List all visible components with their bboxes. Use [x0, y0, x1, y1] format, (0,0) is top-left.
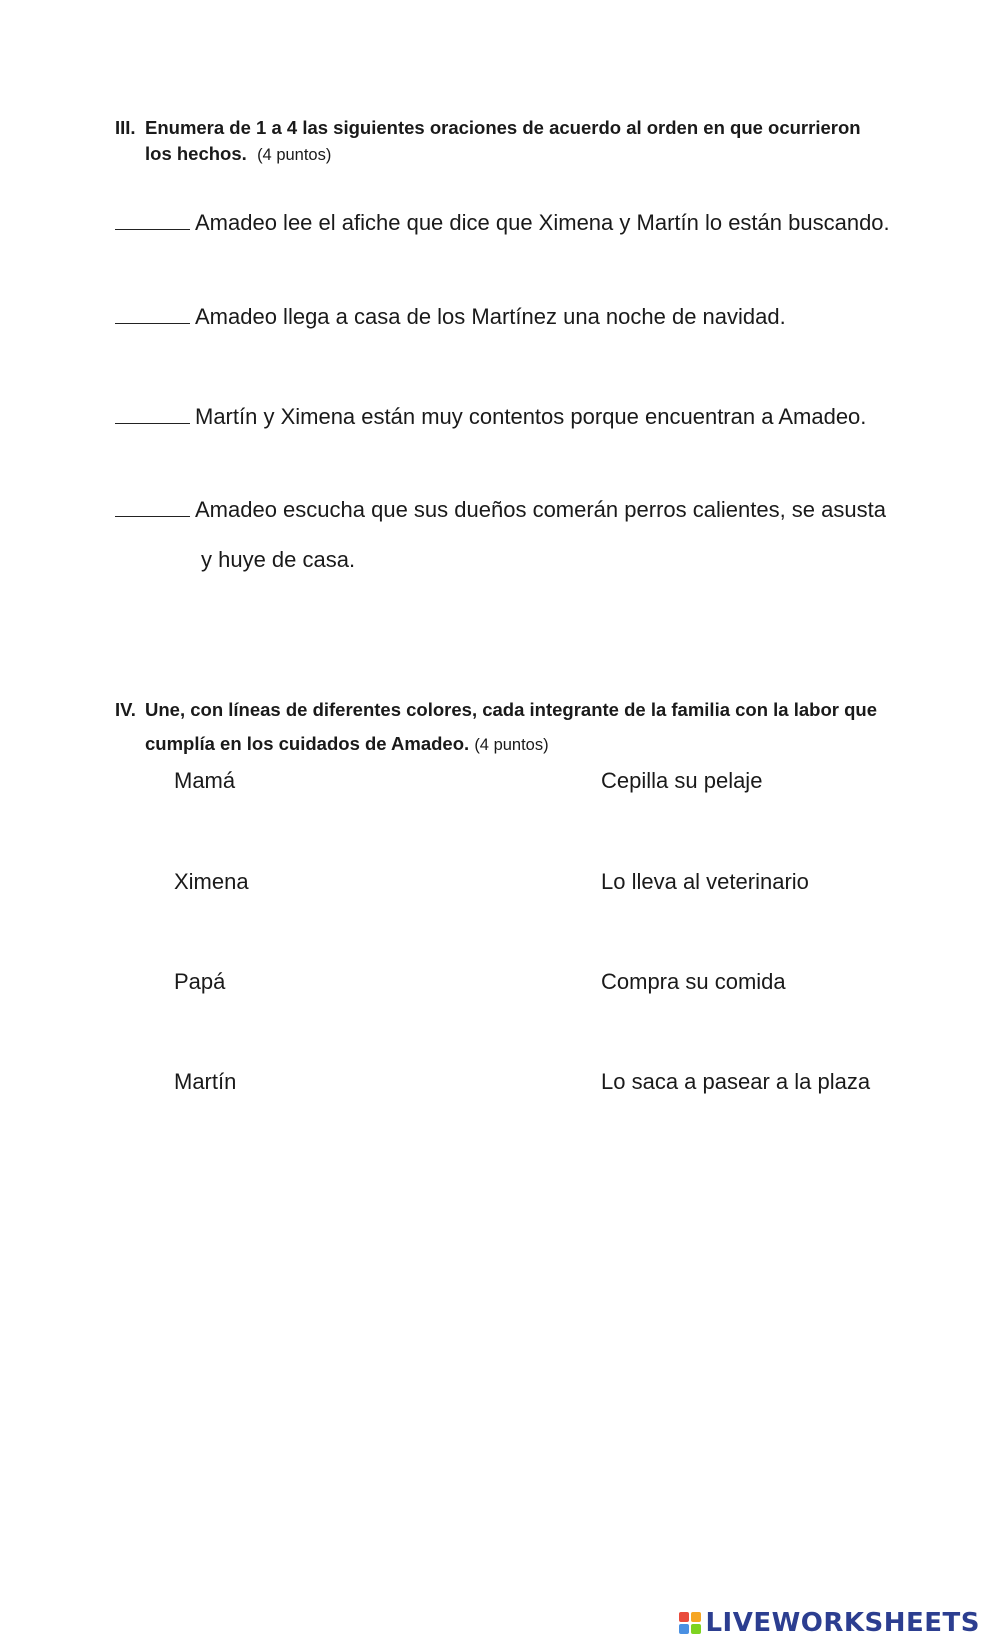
section-4-points: (4 puntos) [474, 736, 549, 754]
order-sentence-2 [115, 303, 935, 331]
sentence-4-continuation: y huye de casa. [201, 547, 356, 572]
logo-wordmark: LIVEWORKSHEETS [705, 1608, 980, 1638]
answer-blank-3[interactable] [115, 403, 190, 424]
section-3-instruction-cont: los hechos. [145, 143, 247, 164]
task-pasear-plaza[interactable]: Lo saca a pasear a la plaza [601, 1069, 871, 1094]
section-4-instruction: Une, con líneas de diferentes colores, cada integrante de la familia con la labor que [145, 699, 877, 720]
section-3-instruction: Enumera de 1 a 4 las siguientes oraciones de acuerdo al orden en que ocurrieron [145, 117, 861, 138]
section-4-number: IV. [115, 699, 136, 720]
family-member-papa[interactable]: Papá [174, 969, 226, 994]
liveworksheets-logo [679, 1609, 980, 1637]
family-member-mama[interactable]: Mamá [174, 768, 236, 793]
section-3-points: (4 puntos) [257, 146, 332, 164]
order-sentence-3 [115, 403, 935, 431]
order-sentence-1 [115, 209, 935, 237]
logo-square [691, 1624, 701, 1634]
logo-square [679, 1612, 689, 1622]
order-sentence-4 [115, 496, 935, 524]
answer-blank-2[interactable] [115, 303, 190, 324]
sentence-4-text: Amadeo escucha que sus dueños comerán perros calientes, se asusta [195, 497, 886, 522]
sentence-3-text: Martín y Ximena están muy contentos porque encuentran a Amadeo. [195, 404, 867, 429]
section-4-heading [115, 697, 915, 758]
sentence-2-text: Amadeo llega a casa de los Martínez una noche de navidad. [195, 304, 786, 329]
section-3-heading [115, 115, 915, 168]
answer-blank-1[interactable] [115, 209, 190, 230]
section-3-number: III. [115, 117, 136, 138]
answer-blank-4[interactable] [115, 496, 190, 517]
task-cepilla-pelaje[interactable]: Cepilla su pelaje [601, 768, 763, 793]
task-compra-comida[interactable]: Compra su comida [601, 969, 786, 994]
logo-square [679, 1624, 689, 1634]
task-veterinario[interactable]: Lo lleva al veterinario [601, 869, 809, 894]
section-4-instruction-cont: cumplía en los cuidados de Amadeo. [145, 733, 470, 754]
family-member-ximena[interactable]: Ximena [174, 869, 249, 894]
logo-square [691, 1612, 701, 1622]
family-member-martin[interactable]: Martín [174, 1069, 237, 1094]
logo-squares-icon [679, 1612, 701, 1634]
sentence-1-text: Amadeo lee el afiche que dice que Ximena y Martín lo están buscando. [195, 210, 890, 235]
